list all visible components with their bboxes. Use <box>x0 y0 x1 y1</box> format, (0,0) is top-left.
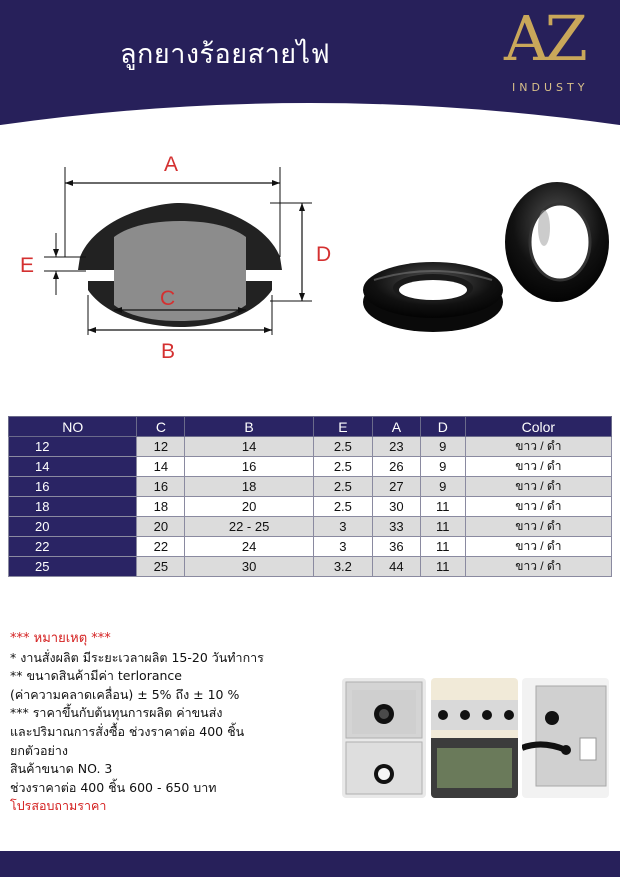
cell-no: 22 <box>9 537 137 557</box>
table-row <box>9 517 612 537</box>
cell-no: 16 <box>9 477 137 497</box>
cell-b: 18 <box>185 477 313 497</box>
cell-no: 14 <box>9 457 137 477</box>
cell-b: 30 <box>185 557 313 577</box>
table-row <box>9 537 612 557</box>
cell-c: 22 <box>137 537 185 557</box>
cell-b: 20 <box>185 497 313 517</box>
cell-a: 23 <box>372 437 420 457</box>
col-header: A <box>372 417 420 437</box>
note-line: (ค่าความคลาดเคลื่อน) ± 5% ถึง ± 10 % <box>10 686 240 702</box>
cell-e: 3.2 <box>313 557 372 577</box>
install-photo-1 <box>342 678 426 798</box>
table-row <box>9 457 612 477</box>
cell-b: 24 <box>185 537 313 557</box>
table-header-row <box>9 417 612 437</box>
cell-d: 11 <box>420 537 465 557</box>
cell-b: 16 <box>185 457 313 477</box>
header-band <box>0 0 620 125</box>
footer-band <box>0 851 620 877</box>
cell-e: 2.5 <box>313 497 372 517</box>
cell-e: 2.5 <box>313 457 372 477</box>
note-line: ยกตัวอย่าง <box>10 742 68 758</box>
notes-heading: *** หมายเหตุ *** <box>10 631 111 646</box>
note-line: ** ขนาดสินค้ามีค่า terlorance <box>10 668 182 684</box>
cell-d: 11 <box>420 497 465 517</box>
cell-no: 20 <box>9 517 137 537</box>
cell-a: 44 <box>372 557 420 577</box>
cell-color: ขาว / ดำ <box>465 497 611 517</box>
cell-c: 25 <box>137 557 185 577</box>
cell-e: 3 <box>313 517 372 537</box>
notes-closing: โปรสอบถามราคา <box>10 798 107 814</box>
cell-d: 9 <box>420 457 465 477</box>
cell-color: ขาว / ดำ <box>465 537 611 557</box>
cell-b: 14 <box>185 437 313 457</box>
cell-d: 11 <box>420 557 465 577</box>
logo-subtitle: INDUSTY <box>512 81 589 94</box>
install-photo-2 <box>431 678 518 798</box>
cell-d: 9 <box>420 437 465 457</box>
label-c: C <box>160 287 176 310</box>
cell-c: 12 <box>137 437 185 457</box>
page-title: ลูกยางร้อยสายไฟ <box>120 39 331 70</box>
cell-color: ขาว / ดำ <box>465 457 611 477</box>
table-row <box>9 557 612 577</box>
cell-no: 18 <box>9 497 137 517</box>
cell-a: 36 <box>372 537 420 557</box>
label-e: E <box>20 254 35 277</box>
label-a: A <box>164 153 179 176</box>
cell-a: 26 <box>372 457 420 477</box>
note-line: *** ราคาขึ้นกับต้นทุนการผลิต ค่าขนส่ง <box>10 705 223 721</box>
grommet-inner <box>114 221 246 321</box>
dimension-diagram <box>20 145 350 375</box>
cell-a: 33 <box>372 517 420 537</box>
cell-color: ขาว / ดำ <box>465 437 611 457</box>
cell-b: 22 - 25 <box>185 517 313 537</box>
cell-a: 30 <box>372 497 420 517</box>
table-row <box>9 497 612 517</box>
cell-e: 2.5 <box>313 437 372 457</box>
note-line: ช่วงราคาต่อ 400 ชิ้น 600 - 650 บาท <box>10 779 217 795</box>
note-line: และปริมาณการสั่งซื้อ ช่วงราคาต่อ 400 ชิ้น <box>10 723 245 739</box>
col-header: NO <box>9 417 137 437</box>
label-b: B <box>161 340 176 363</box>
cell-c: 16 <box>137 477 185 497</box>
cell-no: 12 <box>9 437 137 457</box>
cell-color: ขาว / ดำ <box>465 477 611 497</box>
cell-color: ขาว / ดำ <box>465 517 611 537</box>
spec-table <box>8 416 612 577</box>
cell-d: 11 <box>420 517 465 537</box>
table-row <box>9 437 612 457</box>
cell-c: 18 <box>137 497 185 517</box>
cell-no: 25 <box>9 557 137 577</box>
col-header: D <box>420 417 465 437</box>
label-d: D <box>316 243 332 266</box>
cell-e: 2.5 <box>313 477 372 497</box>
cell-color: ขาว / ดำ <box>465 557 611 577</box>
note-line: * งานสั่งผลิต มีระยะเวลาผลิต 15-20 วันทำการ <box>10 649 264 665</box>
col-header: E <box>313 417 372 437</box>
col-header: C <box>137 417 185 437</box>
note-line: สินค้าขนาด NO. 3 <box>10 761 113 777</box>
logo-mark: AZ <box>504 2 584 75</box>
cell-a: 27 <box>372 477 420 497</box>
product-photo <box>360 170 610 345</box>
col-header: B <box>185 417 313 437</box>
brand-logo <box>500 2 615 98</box>
cell-d: 9 <box>420 477 465 497</box>
notes-block <box>10 630 340 816</box>
col-header: Color <box>465 417 611 437</box>
cell-c: 14 <box>137 457 185 477</box>
cell-c: 20 <box>137 517 185 537</box>
table-row <box>9 477 612 497</box>
install-photo-3 <box>522 678 609 798</box>
cell-e: 3 <box>313 537 372 557</box>
